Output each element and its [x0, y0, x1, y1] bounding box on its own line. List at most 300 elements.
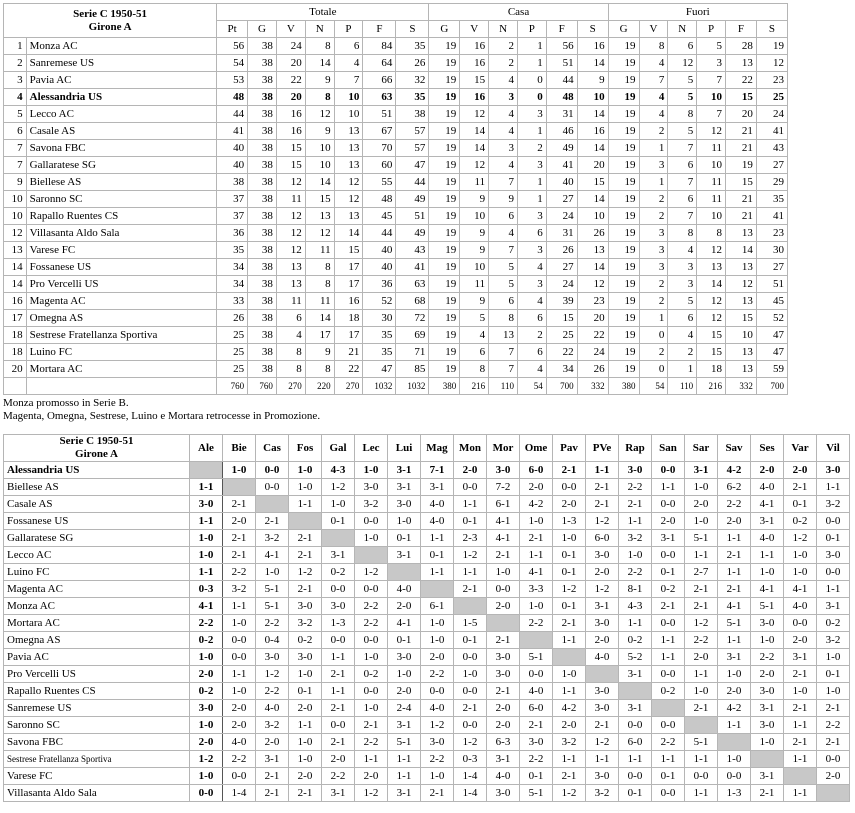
- standings-value: 16: [276, 106, 305, 123]
- standings-value: 35: [396, 38, 429, 55]
- results-team: Monza AC: [4, 598, 190, 615]
- standings-value: 14: [577, 140, 608, 157]
- results-score: 2-1: [289, 785, 322, 802]
- standings-value: 14: [460, 123, 489, 140]
- standings-value: 47: [396, 157, 429, 174]
- standings-team: Varese FC: [26, 242, 217, 259]
- results-score: 0-0: [223, 768, 256, 785]
- results-score: 3-2: [586, 785, 619, 802]
- results-score: 1-0: [190, 768, 223, 785]
- results-score: 4-0: [388, 581, 421, 598]
- results-score: 1-0: [355, 530, 388, 547]
- results-score: 4-0: [256, 700, 289, 717]
- results-score: 2-0: [751, 462, 784, 479]
- results-team: Biellese AS: [4, 479, 190, 496]
- standings-value: 6: [334, 38, 363, 55]
- results-score: 1-0: [388, 513, 421, 530]
- results-score: 3-2: [619, 530, 652, 547]
- results-score: 0-0: [652, 785, 685, 802]
- results-score: 2-1: [784, 479, 817, 496]
- standings-value: 3: [517, 106, 546, 123]
- standings-value: 10: [697, 208, 726, 225]
- standings-value: 19: [608, 242, 639, 259]
- standings-value: 9: [460, 191, 489, 208]
- results-score: 1-2: [685, 615, 718, 632]
- results-score: 2-2: [421, 751, 454, 768]
- standings-value: 9: [305, 344, 334, 361]
- results-team: Luino FC: [4, 564, 190, 581]
- standings-value: 20: [577, 310, 608, 327]
- standings-value: 13: [334, 123, 363, 140]
- results-team: Lecco AC: [4, 547, 190, 564]
- standings-value: 13: [334, 140, 363, 157]
- results-score: 4-0: [421, 700, 454, 717]
- results-score: 2-1: [322, 734, 355, 751]
- standings-value: 15: [276, 140, 305, 157]
- results-score: 1-2: [355, 564, 388, 581]
- standings-value: 19: [429, 327, 460, 344]
- results-score: 0-1: [619, 785, 652, 802]
- results-score: 1-2: [190, 751, 223, 768]
- standings-position: 13: [4, 242, 27, 259]
- standings-value: 12: [276, 242, 305, 259]
- standings-value: 8: [639, 38, 668, 55]
- results-score: 1-3: [553, 513, 586, 530]
- standings-value: 19: [726, 157, 757, 174]
- results-score: 0-0: [652, 496, 685, 513]
- results-score: 2-1: [652, 598, 685, 615]
- standings-value: 43: [396, 242, 429, 259]
- results-score: 3-0: [586, 700, 619, 717]
- standings-team: Omegna AS: [26, 310, 217, 327]
- results-score: 2-1: [586, 496, 619, 513]
- results-score: 3-0: [619, 462, 652, 479]
- standings-col-header: Pt: [217, 21, 248, 38]
- standings-value: 14: [305, 310, 334, 327]
- results-score: 3-1: [388, 717, 421, 734]
- standings-value: 35: [363, 327, 396, 344]
- standings-value: 22: [726, 72, 757, 89]
- standings-value: 38: [248, 191, 277, 208]
- standings-value: 15: [697, 327, 726, 344]
- standings-value: 19: [429, 259, 460, 276]
- results-score: 1-0: [421, 632, 454, 649]
- standings-value: 45: [363, 208, 396, 225]
- standings-value: 19: [429, 191, 460, 208]
- standings-value: 38: [248, 276, 277, 293]
- standings-value: 40: [363, 242, 396, 259]
- standings-value: 2: [639, 123, 668, 140]
- standings-value: 4: [489, 157, 518, 174]
- standings-value: 8: [668, 225, 697, 242]
- results-score: 0-0: [421, 683, 454, 700]
- results-score: 2-0: [256, 734, 289, 751]
- standings-value: 19: [429, 174, 460, 191]
- results-score: 2-1: [454, 700, 487, 717]
- standings-total: 1032: [396, 378, 429, 395]
- note-relegation: Magenta, Omegna, Sestrese, Luino e Mortara retrocesse in Promozione.: [3, 410, 321, 422]
- standings-value: 9: [577, 72, 608, 89]
- results-score: 3-0: [520, 734, 553, 751]
- standings-col-header: V: [276, 21, 305, 38]
- standings-value: 0: [639, 361, 668, 378]
- standings-value: 10: [577, 208, 608, 225]
- standings-position: 12: [4, 225, 27, 242]
- standings-value: 41: [217, 123, 248, 140]
- results-score: 1-0: [289, 479, 322, 496]
- standings-value: 10: [305, 140, 334, 157]
- results-score: 0-0: [817, 751, 850, 768]
- results-blank-cell: [619, 683, 652, 700]
- results-score: 2-4: [388, 700, 421, 717]
- standings-value: 1: [639, 174, 668, 191]
- results-score: 0-3: [454, 751, 487, 768]
- standings-value: 36: [363, 276, 396, 293]
- standings-value: 38: [248, 225, 277, 242]
- standings-value: 38: [248, 38, 277, 55]
- standings-value: 17: [334, 259, 363, 276]
- standings-value: 16: [460, 89, 489, 106]
- results-score: 1-0: [289, 734, 322, 751]
- standings-value: 28: [726, 38, 757, 55]
- standings-value: 10: [726, 327, 757, 344]
- results-score: 2-0: [223, 513, 256, 530]
- standings-value: 51: [396, 208, 429, 225]
- results-score: 0-2: [619, 632, 652, 649]
- standings-value: 1: [639, 310, 668, 327]
- standings-value: 21: [726, 123, 757, 140]
- results-score: 1-3: [718, 785, 751, 802]
- standings-subtitle: Girone A: [88, 20, 132, 33]
- standings-value: 6: [517, 344, 546, 361]
- results-score: 3-0: [751, 615, 784, 632]
- results-score: 1-1: [718, 530, 751, 547]
- results-row: [4, 768, 850, 785]
- results-team: Sanremese US: [4, 700, 190, 717]
- results-score: 2-0: [817, 768, 850, 785]
- results-score: 2-2: [322, 768, 355, 785]
- results-score: 2-0: [553, 496, 586, 513]
- results-col-header: Rap: [619, 435, 652, 462]
- results-score: 2-1: [487, 632, 520, 649]
- standings-value: 63: [363, 89, 396, 106]
- results-score: 1-0: [553, 666, 586, 683]
- standings-value: 19: [608, 89, 639, 106]
- standings-value: 19: [429, 361, 460, 378]
- results-score: 0-1: [817, 666, 850, 683]
- results-score: 0-0: [652, 462, 685, 479]
- results-score: 0-0: [817, 564, 850, 581]
- standings-value: 27: [756, 259, 787, 276]
- results-score: 0-0: [454, 649, 487, 666]
- standings-value: 37: [217, 208, 248, 225]
- results-score: 2-1: [256, 768, 289, 785]
- standings-value: 31: [546, 106, 577, 123]
- results-score: 2-2: [223, 751, 256, 768]
- standings-value: 1: [517, 123, 546, 140]
- standings-value: 7: [697, 72, 726, 89]
- standings-value: 7: [668, 174, 697, 191]
- results-score: 2-2: [256, 615, 289, 632]
- results-team: Sestrese Fratellanza Sportiva: [4, 751, 190, 768]
- results-score: 3-1: [388, 547, 421, 564]
- results-score: 3-1: [817, 598, 850, 615]
- results-score: 1-0: [784, 683, 817, 700]
- standings-value: 2: [639, 276, 668, 293]
- results-score: 0-0: [355, 581, 388, 598]
- standings-value: 48: [546, 89, 577, 106]
- results-score: 1-0: [190, 717, 223, 734]
- results-score: 3-1: [487, 751, 520, 768]
- results-score: 0-0: [487, 581, 520, 598]
- standings-value: 22: [334, 361, 363, 378]
- results-score: 1-0: [520, 598, 553, 615]
- results-score: 2-0: [487, 700, 520, 717]
- standings-value: 38: [248, 157, 277, 174]
- results-score: 1-1: [553, 751, 586, 768]
- results-score: 2-1: [289, 581, 322, 598]
- results-score: 5-1: [256, 598, 289, 615]
- standings-value: 1: [517, 174, 546, 191]
- standings-value: 13: [726, 225, 757, 242]
- standings-value: 5: [668, 293, 697, 310]
- group-header-totale: Totale: [217, 4, 429, 21]
- results-score: 7-2: [487, 479, 520, 496]
- results-score: 4-2: [718, 462, 751, 479]
- standings-row: [4, 242, 788, 259]
- standings-value: 44: [396, 174, 429, 191]
- standings-value: 38: [248, 106, 277, 123]
- results-score: 0-1: [454, 632, 487, 649]
- results-score: 1-1: [388, 751, 421, 768]
- standings-value: 34: [546, 361, 577, 378]
- standings-value: 40: [546, 174, 577, 191]
- standings-value: 38: [248, 89, 277, 106]
- standings-value: 85: [396, 361, 429, 378]
- standings-value: 38: [248, 259, 277, 276]
- results-score: 1-0: [388, 666, 421, 683]
- standings-value: 8: [460, 361, 489, 378]
- standings-value: 14: [697, 276, 726, 293]
- standings-value: 19: [608, 55, 639, 72]
- results-score: 2-1: [487, 547, 520, 564]
- standings-total: 760: [217, 378, 248, 395]
- standings-col-header: P: [697, 21, 726, 38]
- standings-value: 4: [639, 106, 668, 123]
- results-score: 2-0: [388, 598, 421, 615]
- results-score: 0-1: [652, 768, 685, 785]
- standings-value: 12: [756, 55, 787, 72]
- standings-value: 3: [639, 242, 668, 259]
- standings-col-header: V: [639, 21, 668, 38]
- standings-value: 13: [726, 55, 757, 72]
- standings-value: 3: [517, 157, 546, 174]
- standings-value: 24: [276, 38, 305, 55]
- standings-value: 5: [460, 310, 489, 327]
- standings-value: 5: [668, 89, 697, 106]
- standings-value: 11: [276, 293, 305, 310]
- results-score: 1-1: [388, 768, 421, 785]
- results-score: 5-1: [520, 649, 553, 666]
- results-score: 4-3: [322, 462, 355, 479]
- standings-position: 7: [4, 140, 27, 157]
- results-team: Gallaratese SG: [4, 530, 190, 547]
- results-score: 1-0: [289, 751, 322, 768]
- results-score: 2-2: [652, 734, 685, 751]
- results-score: 4-1: [751, 496, 784, 513]
- results-score: 6-3: [487, 734, 520, 751]
- standings-value: 51: [756, 276, 787, 293]
- standings-value: 12: [668, 55, 697, 72]
- standings-value: 44: [546, 72, 577, 89]
- standings-value: 38: [248, 310, 277, 327]
- results-score: 3-0: [322, 598, 355, 615]
- standings-value: 24: [546, 276, 577, 293]
- results-score: 2-1: [421, 785, 454, 802]
- standings-value: 4: [334, 55, 363, 72]
- standings-value: 30: [756, 242, 787, 259]
- results-score: 3-2: [817, 632, 850, 649]
- results-score: 0-2: [190, 683, 223, 700]
- results-score: 1-3: [322, 615, 355, 632]
- standings-value: 41: [546, 157, 577, 174]
- results-score: 2-1: [520, 530, 553, 547]
- standings-value: 55: [363, 174, 396, 191]
- standings-value: 11: [305, 293, 334, 310]
- standings-value: 13: [726, 344, 757, 361]
- standings-value: 3: [517, 242, 546, 259]
- standings-value: 19: [608, 157, 639, 174]
- results-score: 1-2: [322, 479, 355, 496]
- standings-total: 54: [639, 378, 668, 395]
- results-score: 3-1: [751, 700, 784, 717]
- standings-title-text: Serie C 1950-51: [73, 7, 148, 20]
- results-score: 1-1: [355, 751, 388, 768]
- results-score: 1-1: [784, 751, 817, 768]
- results-score: 2-0: [751, 666, 784, 683]
- results-row: [4, 598, 850, 615]
- results-score: 3-0: [190, 700, 223, 717]
- results-score: 3-0: [421, 734, 454, 751]
- results-col-header: Lec: [355, 435, 388, 462]
- standings-value: 22: [276, 72, 305, 89]
- results-score: 1-1: [619, 751, 652, 768]
- standings-value: 13: [726, 293, 757, 310]
- standings-value: 47: [756, 327, 787, 344]
- results-score: 0-0: [223, 649, 256, 666]
- standings-body: [4, 38, 788, 395]
- standings-value: 0: [517, 89, 546, 106]
- standings-value: 19: [429, 140, 460, 157]
- results-score: 2-1: [487, 683, 520, 700]
- results-score: 3-2: [289, 615, 322, 632]
- standings-value: 10: [334, 106, 363, 123]
- results-score: 2-7: [685, 564, 718, 581]
- standings-value: 19: [429, 293, 460, 310]
- standings-value: 10: [334, 89, 363, 106]
- results-score: 3-1: [388, 462, 421, 479]
- results-score: 1-1: [652, 479, 685, 496]
- standings-row: [4, 140, 788, 157]
- standings-value: 11: [697, 191, 726, 208]
- results-score: 1-0: [619, 547, 652, 564]
- standings-value: 20: [726, 106, 757, 123]
- results-score: 1-2: [553, 581, 586, 598]
- standings-row: [4, 259, 788, 276]
- results-score: 2-1: [718, 581, 751, 598]
- standings-row: [4, 225, 788, 242]
- results-score: 1-1: [718, 632, 751, 649]
- results-score: 0-2: [784, 513, 817, 530]
- standings-value: 12: [697, 293, 726, 310]
- results-score: 1-4: [223, 785, 256, 802]
- standings-value: 2: [517, 140, 546, 157]
- standings-position: 9: [4, 174, 27, 191]
- standings-value: 41: [756, 123, 787, 140]
- results-blank-cell: [685, 717, 718, 734]
- standings-team: Pro Vercelli US: [26, 276, 217, 293]
- standings-value: 15: [726, 89, 757, 106]
- results-score: 2-2: [520, 615, 553, 632]
- standings-value: 38: [248, 55, 277, 72]
- standings-value: 20: [276, 55, 305, 72]
- results-score: 1-0: [289, 666, 322, 683]
- standings-value: 57: [396, 140, 429, 157]
- results-blank-cell: [652, 700, 685, 717]
- results-score: 3-0: [586, 768, 619, 785]
- standings-value: 6: [668, 310, 697, 327]
- standings-totals-blank: [26, 378, 217, 395]
- standings-value: 66: [363, 72, 396, 89]
- standings-value: 4: [668, 242, 697, 259]
- results-score: 2-2: [817, 717, 850, 734]
- standings-value: 40: [363, 259, 396, 276]
- standings-value: 19: [429, 106, 460, 123]
- results-blank-cell: [817, 785, 850, 802]
- standings-value: 14: [334, 225, 363, 242]
- results-score: 0-1: [454, 513, 487, 530]
- standings-value: 19: [608, 140, 639, 157]
- standings-col-header: F: [726, 21, 757, 38]
- results-score: 1-1: [817, 581, 850, 598]
- standings-value: 10: [697, 89, 726, 106]
- standings-value: 40: [217, 140, 248, 157]
- results-row: [4, 751, 850, 768]
- standings-value: 6: [489, 293, 518, 310]
- results-row: [4, 581, 850, 598]
- standings-value: 2: [639, 293, 668, 310]
- standings-value: 23: [756, 72, 787, 89]
- standings-value: 5: [489, 276, 518, 293]
- standings-value: 51: [546, 55, 577, 72]
- standings-value: 16: [460, 55, 489, 72]
- results-score: 3-1: [751, 513, 784, 530]
- standings-value: 7: [489, 361, 518, 378]
- standings-value: 33: [217, 293, 248, 310]
- standings-value: 52: [756, 310, 787, 327]
- standings-value: 17: [334, 327, 363, 344]
- standings-value: 35: [217, 242, 248, 259]
- results-score: 0-1: [553, 564, 586, 581]
- standings-position: 6: [4, 123, 27, 140]
- results-score: 1-0: [751, 564, 784, 581]
- standings-value: 13: [276, 276, 305, 293]
- standings-position: 18: [4, 327, 27, 344]
- results-score: 1-1: [784, 785, 817, 802]
- standings-value: 12: [305, 106, 334, 123]
- results-score: 2-1: [784, 700, 817, 717]
- results-score: 1-1: [652, 632, 685, 649]
